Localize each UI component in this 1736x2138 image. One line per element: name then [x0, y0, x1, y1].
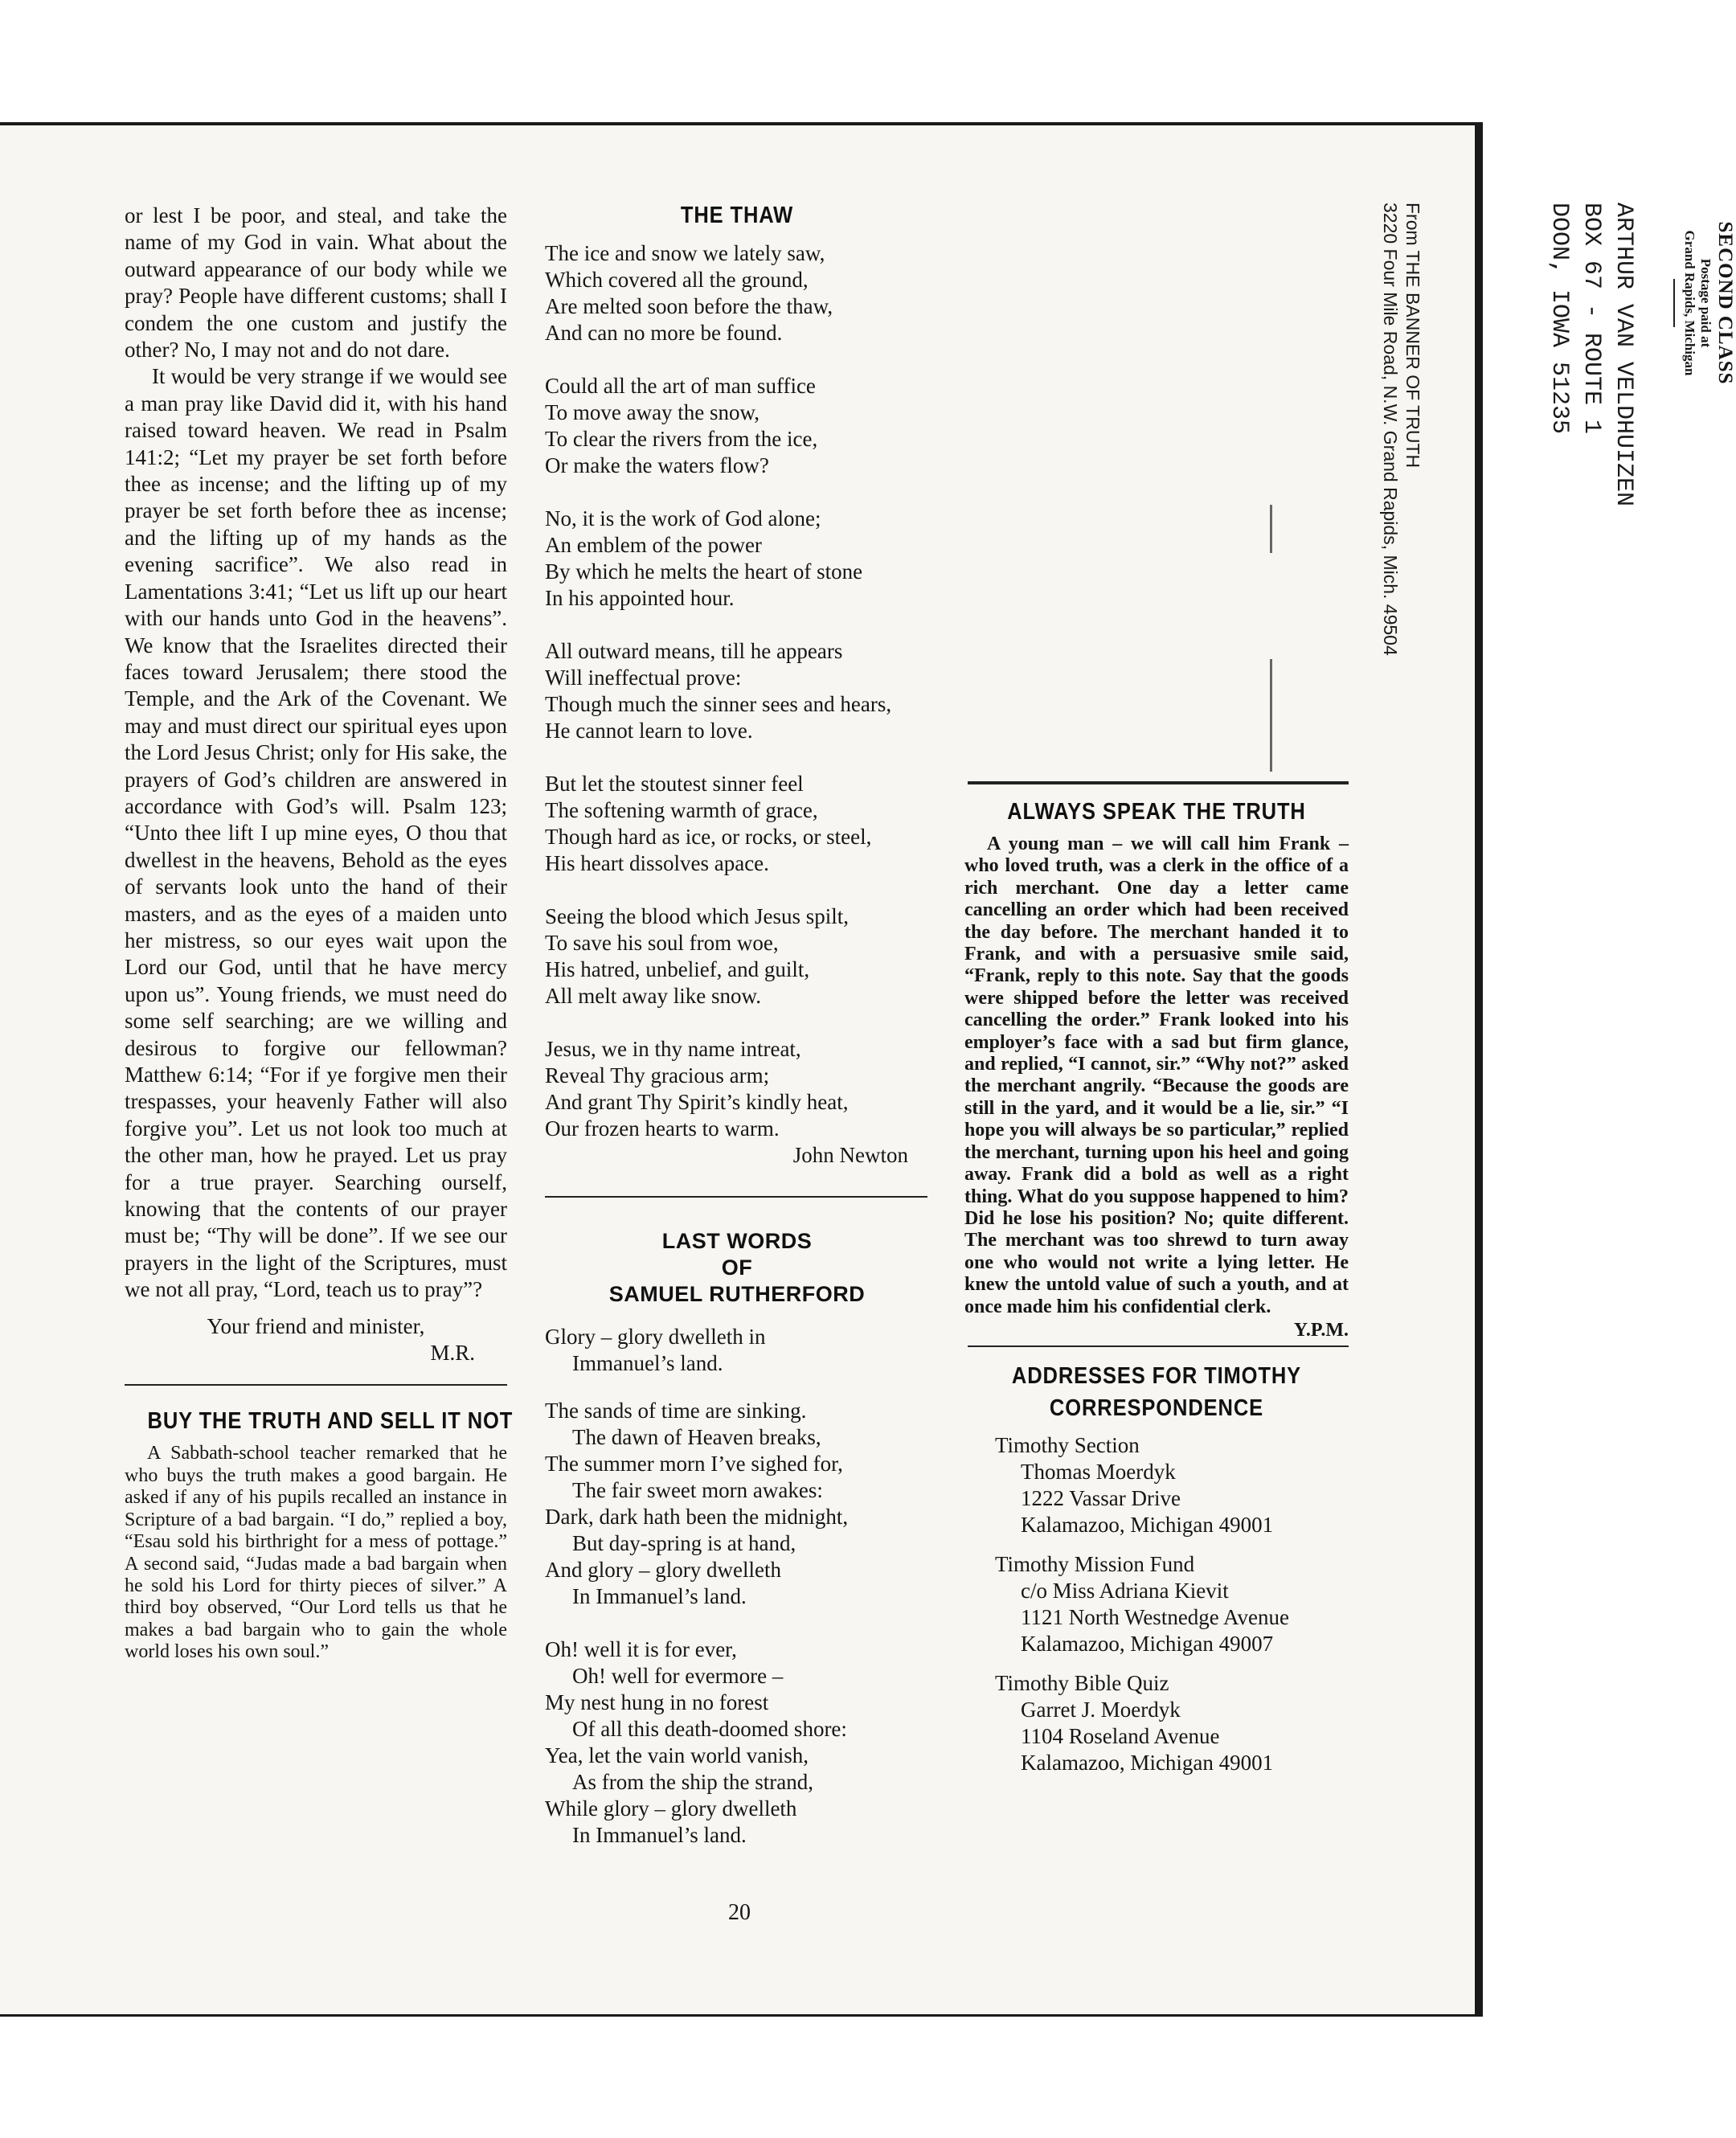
- poem-line: The ice and snow we lately saw,: [545, 241, 825, 265]
- address-list: [964, 1432, 1349, 1776]
- address-line: ARTHUR VAN VELDHUIZEN: [1610, 203, 1637, 507]
- poem-line: By which he melts the heart of stone: [545, 559, 863, 584]
- address-line: Kalamazoo, Michigan 49001: [1021, 1512, 1274, 1537]
- thaw-stanza: [545, 1036, 929, 1142]
- postage-permit: [1673, 203, 1736, 403]
- title-line: LAST WORDS: [661, 1229, 813, 1253]
- poem-line: His heart dissolves apace.: [545, 851, 769, 875]
- poem-line: His hatred, unbelief, and guilt,: [545, 957, 810, 981]
- address-group: [995, 1670, 1349, 1776]
- poem-line: In his appointed hour.: [545, 586, 735, 610]
- poem-line: My nest hung in no forest: [545, 1690, 769, 1714]
- page-number: 20: [728, 1900, 751, 1925]
- poem-line: Though hard as ice, or rocks, or steel,: [545, 825, 872, 849]
- return-address: [1379, 203, 1424, 656]
- poem-line: The summer morn I’ve sighed for,: [545, 1452, 843, 1476]
- poem-line: Jesus, we in thy name intreat,: [545, 1037, 801, 1061]
- title-line: ADDRESSES FOR TIMOTHY: [1011, 1362, 1302, 1389]
- section-divider: [968, 781, 1349, 784]
- poem-line: Of all this death-doomed shore:: [572, 1717, 847, 1741]
- address-line: Thomas Moerdyk: [1021, 1459, 1176, 1484]
- section-divider: [968, 1345, 1349, 1347]
- title-line: OF: [721, 1255, 753, 1280]
- poem-line: Reveal Thy gracious arm;: [545, 1063, 770, 1087]
- poem-line: And can no more be found.: [545, 321, 783, 345]
- title-line: CORRESPONDENCE: [1049, 1395, 1264, 1421]
- thaw-stanza: [545, 240, 929, 346]
- section-divider: [545, 1196, 927, 1198]
- poem-line: The fair sweet morn awakes:: [572, 1478, 823, 1502]
- poem-line: All outward means, till he appears: [545, 639, 843, 663]
- poem-line: Glory – glory dwelleth in: [545, 1325, 766, 1349]
- addressee-block: [1543, 203, 1640, 506]
- always-truth-title: ALWAYS SPEAK THE TRUTH: [1007, 799, 1306, 825]
- rutherford-stanza: [545, 1636, 929, 1849]
- poem-line: To clear the rivers from the ice,: [545, 427, 818, 451]
- poem-line: The dawn of Heaven breaks,: [572, 1425, 821, 1449]
- address-group: [995, 1432, 1349, 1538]
- addresses-title: [964, 1360, 1349, 1424]
- article-paragraph: or lest I be poor, and steal, and take the name of my God in vain. What about the outward appearance of our body while we pray? People have different customs; shall I condem the one custom and justify the other? No, I may not and do not dare.: [125, 203, 507, 362]
- permit-line: Grand Rapids, Michigan: [1682, 230, 1697, 376]
- poem-line: The sands of time are sinking.: [545, 1399, 807, 1423]
- poem-line: Are melted soon before the thaw,: [545, 294, 833, 318]
- poem-line: And glory – glory dwelleth: [545, 1558, 781, 1582]
- address-line: Kalamazoo, Michigan 49001: [1021, 1750, 1274, 1775]
- title-line: SAMUEL RUTHERFORD: [608, 1282, 866, 1306]
- poem-line: Our frozen hearts to warm.: [545, 1116, 780, 1141]
- rutherford-stanza: [545, 1398, 929, 1610]
- margin-mark: [1270, 505, 1272, 553]
- column-left: [125, 203, 514, 1664]
- address-line: DOON, IOWA 51235: [1546, 203, 1573, 435]
- poem-line: In Immanuel’s land.: [572, 1823, 747, 1847]
- poem-line: But day-spring is at hand,: [572, 1531, 796, 1555]
- poem-line: He cannot learn to love.: [545, 719, 753, 743]
- poem-line: All melt away like snow.: [545, 984, 761, 1008]
- mailing-label: [1366, 203, 1736, 781]
- poem-line: Oh! well for evermore –: [572, 1664, 784, 1688]
- poem-line: The softening warmth of grace,: [545, 798, 818, 822]
- poem-line: Seeing the blood which Jesus spilt,: [545, 904, 849, 928]
- thaw-stanza: [545, 373, 929, 479]
- poem-line: While glory – glory dwelleth: [545, 1796, 797, 1821]
- always-truth-signature: Y.P.M.: [1293, 1319, 1349, 1341]
- return-line: From THE BANNER OF TRUTH: [1402, 203, 1423, 469]
- poem-line: Will ineffectual prove:: [545, 666, 742, 690]
- column-middle: [545, 203, 929, 1875]
- section-divider: [125, 1384, 507, 1386]
- permit-rule: [1673, 279, 1675, 327]
- article-initials: M.R.: [430, 1341, 475, 1366]
- poem-line: And grant Thy Spirit’s kindly heat,: [545, 1090, 849, 1114]
- thaw-stanza: [545, 771, 929, 877]
- address-line: BOX 67 - ROUTE 1: [1578, 203, 1605, 435]
- poem-line: Which covered all the ground,: [545, 268, 809, 292]
- thaw-stanza: [545, 638, 929, 744]
- poem-line: An emblem of the power: [545, 533, 762, 557]
- rutherford-stanza: [545, 1324, 929, 1377]
- article-closing: Your friend and minister,: [207, 1313, 425, 1338]
- prayer-article: [125, 203, 507, 1304]
- address-line: Garret J. Moerdyk: [1021, 1697, 1181, 1722]
- address-heading: Timothy Bible Quiz: [995, 1670, 1169, 1695]
- poem-line: In Immanuel’s land.: [572, 1584, 747, 1608]
- address-heading: Timothy Mission Fund: [995, 1551, 1195, 1576]
- poem-line: As from the ship the strand,: [572, 1770, 813, 1794]
- poem-line: Could all the art of man suffice: [545, 374, 816, 398]
- thaw-stanza: [545, 506, 929, 612]
- poem-line: Though much the sinner sees and hears,: [545, 692, 892, 716]
- address-line: 1222 Vassar Drive: [1021, 1485, 1181, 1510]
- article-paragraph: It would be very strange if we would see a man pray like David did it, with his hand raised toward heaven. We read in Psalm 141:2; “Let my prayer be set forth before thee as incense; and the lifting up of my prayer be set forth before thee as incense; and the lifting up of my hands as the evening sacrifice”. We also read in Lamentations 3:41; “Let us lift up our heart with our hands unto God in the heavens”. We know that the Israelites directed their faces toward Jerusalem; there stood the Temple, and the Ark of the Covenant. We may and must direct our spiritual eyes upon the Lord Jesus Christ; only for His sake, the prayers of God’s children are answered in accordance with God’s will. Psalm 123; “Unto thee lift I up mine eyes, O thou that dwellest in the heavens, Behold as the eyes of servants look unto the hand of their masters, and as the eyes of a maiden unto her mistress, so our eyes wait upon the Lord our God, until that he have mercy upon us”. Young friends, we must need do some self searching; are we willing and desirous to forgive our fellowman? Matthew 6:14; “For if ye forgive men their trespasses, your heavenly Father will also forgive you”. Let us not look too much at the other man, how he prayed. Let us pray for a true prayer. Searching ourself, knowing that the contents of our prayer must be; “Thy will be done”. If we see our prayers in the light of the Scriptures, must we not all pray, “Lord, teach us to pray”?: [125, 364, 507, 1302]
- last-words-title: [545, 1228, 929, 1308]
- poem-line: Dark, dark hath been the midnight,: [545, 1505, 849, 1529]
- column-right: [964, 781, 1349, 1789]
- poem-line: To save his soul from woe,: [545, 931, 779, 955]
- address-line: c/o Miss Adriana Kievit: [1021, 1578, 1229, 1603]
- poem-line: Oh! well it is for ever,: [545, 1637, 737, 1661]
- poem-line: Yea, let the vain world vanish,: [545, 1743, 809, 1767]
- poem-line: But let the stoutest sinner feel: [545, 772, 804, 796]
- permit-class: SECOND CLASS: [1714, 221, 1736, 385]
- poem-line: To move away the snow,: [545, 400, 760, 424]
- address-line: 1121 North Westnedge Avenue: [1021, 1604, 1290, 1629]
- address-line: 1104 Roseland Avenue: [1021, 1723, 1220, 1748]
- buy-truth-title: BUY THE TRUTH AND SELL IT NOT: [147, 1408, 514, 1435]
- always-truth-text: A young man – we will call him Frank – who loved truth, was a clerk in the office of a rich merchant. One day a letter came cancelling an order which had been received the day before. The merchant handed it to Frank, and with a persuasive smile said, “Frank, reply to this note. Say that the goods were shipped before the letter was received cancelling the order.” Frank looked into his employer’s face with a sad but firm glance, and replied, “I cannot, sir.” “Why not?” asked the merchant angrily. “Because the goods are still in the yard, and it would be a lie, sir.” “I hope you will always be so particular,” replied the merchant, turning upon his heel and going away. Frank did a bold as well as a right thing. What do you suppose happened to him? Did he lose his position? No; quite different. The merchant was too shrewd to turn away one who would not write a lying letter. He knew the untold value of such a youth, and at once made him his confidential clerk.: [964, 833, 1349, 1317]
- margin-mark: [1270, 659, 1272, 772]
- thaw-title: THE THAW: [680, 203, 794, 228]
- permit-line: Postage paid at: [1698, 258, 1713, 348]
- return-line: 3220 Four Mile Road, N.W. Grand Rapids, Mich. 49504: [1380, 203, 1401, 656]
- poem-line: Or make the waters flow?: [545, 453, 769, 477]
- poem-line: Immanuel’s land.: [572, 1351, 723, 1375]
- poem-line: No, it is the work of God alone;: [545, 506, 821, 530]
- address-line: Kalamazoo, Michigan 49007: [1021, 1631, 1274, 1656]
- thaw-stanza: [545, 903, 929, 1010]
- address-group: [995, 1551, 1349, 1657]
- buy-truth-text: A Sabbath-school teacher remarked that he who buys the truth makes a good bargain. He asked if any of his pupils recalled an instance in Scripture of a bad bargain. “I do,” replied a boy, “Esau sold his birthright for a mess of pottage.” A second said, “Judas made a bad bargain when he sold his Lord for thirty pieces of silver.” A third boy observed, “Our Lord tells us that he makes a bad bargain who to gain the whole world loses his own soul.”: [125, 1443, 507, 1663]
- thaw-author: John Newton: [792, 1143, 908, 1167]
- address-heading: Timothy Section: [995, 1432, 1140, 1457]
